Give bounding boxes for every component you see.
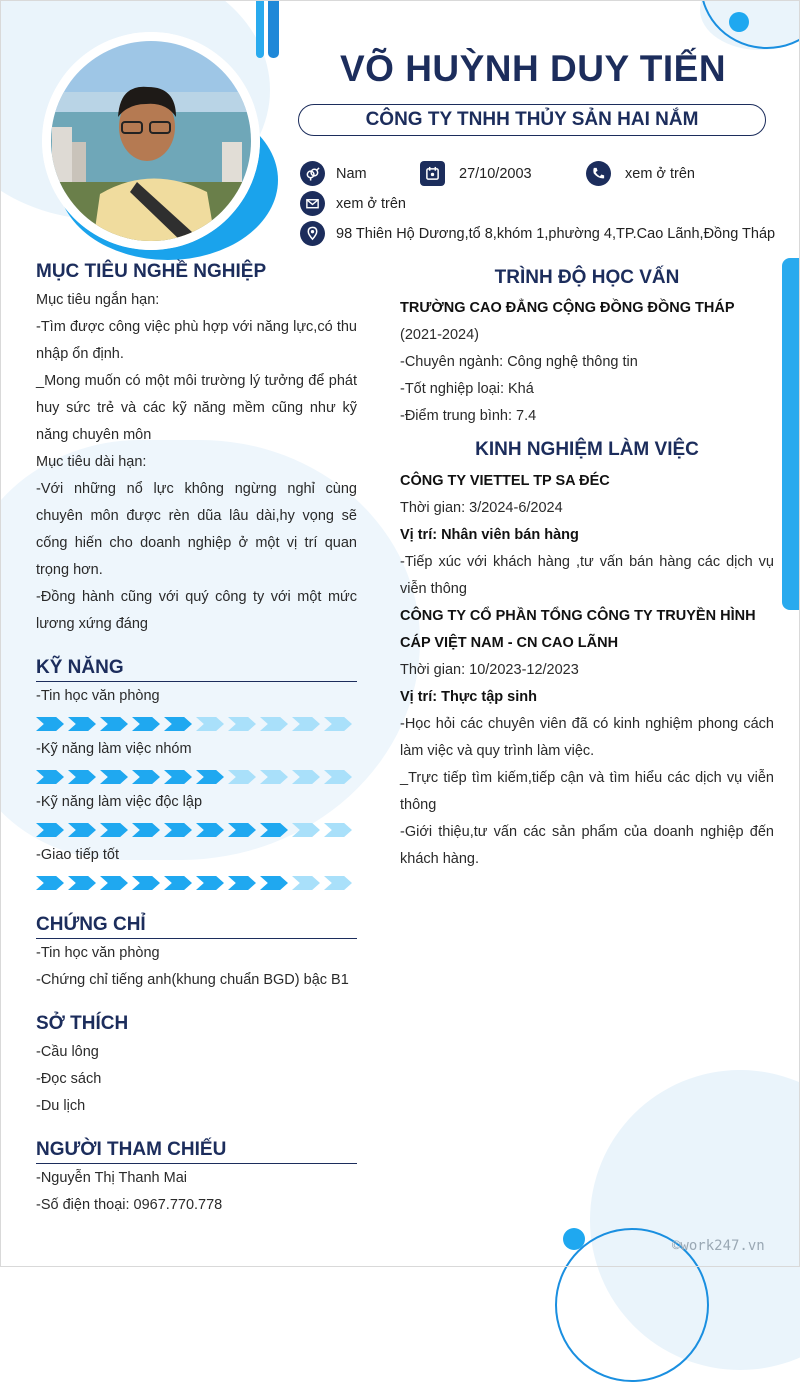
- skill-chevron-filled: [260, 823, 288, 837]
- objectives-title: MỤC TIÊU NGHỀ NGHIỆP: [36, 261, 267, 282]
- skill-chevron-filled: [260, 876, 288, 890]
- job-time: Thời gian: 3/2024-6/2024: [400, 500, 563, 516]
- reference-name: -Nguyễn Thị Thanh Mai: [36, 1170, 187, 1186]
- skill-chevron-filled: [68, 717, 96, 731]
- hobby-item: -Du lịch: [36, 1098, 86, 1114]
- address-value: 98 Thiên Hộ Dương,tổ 8,khóm 1,phường 4,TP.Cao Lãnh,Đồng Tháp: [336, 225, 776, 242]
- skill-label: -Giao tiếp tốt: [36, 847, 120, 863]
- long-term-goal: -Đồng hành cũng với quý công ty với một mức lương xứng đáng: [36, 589, 357, 632]
- location-pin-icon: [300, 221, 325, 246]
- decor-dot: [563, 1228, 585, 1250]
- job-position: Vị trí: Thực tập sinh: [400, 689, 537, 705]
- decor-dot: [729, 12, 749, 32]
- job-description: -Giới thiệu,tư vấn các sản phẩm của doanh nghiệp đến khách hàng.: [400, 824, 774, 867]
- reference-phone: -Số điện thoại: 0967.770.778: [36, 1197, 223, 1213]
- skill-chevron-filled: [100, 876, 128, 890]
- decor-side-bar: [782, 258, 800, 610]
- skill-chevron-filled: [100, 823, 128, 837]
- decor-ring: [700, 0, 800, 49]
- job-description: -Tiếp xúc với khách hàng ,tư vấn bán hàng các dịch vụ viễn thông: [400, 554, 774, 597]
- skill-chevron-empty: [324, 770, 352, 784]
- skill-chevron-filled: [100, 717, 128, 731]
- candidate-name: VÕ HUỲNH DUY TIẾN: [339, 48, 727, 89]
- job-description: _Trực tiếp tìm kiếm,tiếp cận và tìm hiểu các dịch vụ viễn thông: [400, 770, 774, 813]
- birthday-value: 27/10/2003: [459, 165, 532, 182]
- skill-chevron-empty: [292, 770, 320, 784]
- hobbies-list: [36, 1039, 101, 1120]
- hobby-item: -Đọc sách: [36, 1071, 102, 1087]
- job-time: Thời gian: 10/2023-12/2023: [400, 662, 579, 678]
- skill-rating: [36, 770, 352, 784]
- contact-gender: [300, 161, 367, 186]
- skill-chevron-filled: [228, 876, 256, 890]
- phone-icon: [586, 161, 611, 186]
- school-name: TRƯỜNG CAO ĐẲNG CỘNG ĐỒNG ĐỒNG THÁP: [400, 300, 735, 316]
- certificate-item: -Tin học văn phòng: [36, 945, 160, 961]
- skill-chevron-filled: [132, 823, 160, 837]
- education-years: (2021-2024): [400, 327, 479, 343]
- contact-birthday: [420, 161, 532, 186]
- contact-phone: [586, 161, 695, 186]
- watermark: ©work247.vn: [672, 1238, 765, 1254]
- skill-chevron-filled: [132, 770, 160, 784]
- phone-value: xem ở trên: [625, 165, 695, 182]
- skill-chevron-filled: [164, 823, 192, 837]
- skill-chevron-empty: [260, 717, 288, 731]
- skill-chevron-filled: [68, 876, 96, 890]
- skill-chevron-filled: [228, 823, 256, 837]
- skill-rating: [36, 717, 352, 731]
- experience-title: KINH NGHIỆM LÀM VIỆC: [475, 439, 699, 460]
- skill-chevron-filled: [132, 876, 160, 890]
- skills-title: KỸ NĂNG: [36, 657, 357, 682]
- skill-chevron-empty: [228, 717, 256, 731]
- skill-chevron-filled: [36, 876, 64, 890]
- job-position: Vị trí: Nhân viên bán hàng: [400, 527, 579, 543]
- skill-chevron-filled: [100, 770, 128, 784]
- references-list: [36, 1165, 222, 1219]
- short-term-goal: -Tìm được công việc phù hợp với năng lực,có thu nhập ổn định.: [36, 319, 357, 362]
- education-body: [400, 295, 774, 430]
- skill-chevron-empty: [196, 717, 224, 731]
- decor-bar: [256, 0, 264, 58]
- job-company: CÔNG TY VIETTEL TP SA ĐÉC: [400, 473, 610, 489]
- skill-chevron-filled: [164, 717, 192, 731]
- long-term-goal: -Với những nổ lực không ngừng nghỉ cùng chuyên môn được rèn dũa lâu dài,hy vọng sẽ cống hiến cho doanh nghiệp ở một vị trí quan trọng hơn.: [36, 481, 357, 578]
- decor-bar: [268, 0, 279, 58]
- skill-rating: [36, 876, 352, 890]
- avatar: [42, 32, 260, 250]
- skill-label: -Kỹ năng làm việc nhóm: [36, 741, 192, 757]
- skill-chevron-empty: [292, 717, 320, 731]
- skill-chevron-empty: [324, 876, 352, 890]
- contact-address: [300, 221, 775, 246]
- skill-chevron-filled: [36, 717, 64, 731]
- skill-chevron-filled: [68, 770, 96, 784]
- skill-chevron-empty: [324, 823, 352, 837]
- skill-label: -Tin học văn phòng: [36, 688, 160, 704]
- skill-chevron-empty: [292, 823, 320, 837]
- email-icon: [300, 191, 325, 216]
- target-company: CÔNG TY TNHH THỦY SẢN HAI NẮM: [298, 104, 766, 136]
- skill-chevron-filled: [36, 770, 64, 784]
- skill-chevron-filled: [132, 717, 160, 731]
- education-gpa: -Điểm trung bình: 7.4: [400, 408, 537, 424]
- skill-chevron-empty: [260, 770, 288, 784]
- skill-chevron-empty: [292, 876, 320, 890]
- education-rank: -Tốt nghiệp loại: Khá: [400, 381, 534, 397]
- skill-chevron-filled: [196, 770, 224, 784]
- certificate-item: -Chứng chỉ tiếng anh(khung chuẩn BGD) bậc B1: [36, 972, 349, 988]
- email-value: xem ở trên: [336, 195, 406, 212]
- references-title: NGƯỜI THAM CHIẾU: [36, 1139, 357, 1164]
- skill-chevron-filled: [164, 876, 192, 890]
- skill-chevron-filled: [164, 770, 192, 784]
- experience-body: [400, 468, 774, 873]
- skill-chevron-filled: [196, 876, 224, 890]
- gender-icon: [300, 161, 325, 186]
- certificates-list: [36, 940, 366, 994]
- short-term-label: Mục tiêu ngắn hạn:: [36, 292, 160, 308]
- contact-email: [300, 191, 406, 216]
- short-term-goal: _Mong muốn có một môi trường lý tưởng để phát huy sức trẻ và các kỹ năng mềm cũng như kỹ năng chuyên môn: [36, 373, 357, 443]
- skill-rating: [36, 823, 352, 837]
- education-major: -Chuyên ngành: Công nghệ thông tin: [400, 354, 638, 370]
- job-description: -Học hỏi các chuyên viên đã có kinh nghiệm phong cách làm việc và quy trình làm việc.: [400, 716, 774, 759]
- job-company: CÔNG TY CỔ PHẦN TỔNG CÔNG TY TRUYỀN HÌNH CÁP VIỆT NAM - CN CAO LÃNH: [400, 608, 756, 651]
- skill-label: -Kỹ năng làm việc độc lập: [36, 794, 203, 810]
- gender-value: Nam: [336, 165, 367, 182]
- hobby-item: -Cầu lông: [36, 1044, 99, 1060]
- certificates-title: CHỨNG CHỈ: [36, 914, 357, 939]
- skill-chevron-empty: [324, 717, 352, 731]
- education-title: TRÌNH ĐỘ HỌC VẤN: [494, 267, 680, 288]
- long-term-label: Mục tiêu dài hạn:: [36, 454, 147, 470]
- skill-chevron-filled: [36, 823, 64, 837]
- skill-chevron-filled: [196, 823, 224, 837]
- calendar-icon: [420, 161, 445, 186]
- skill-chevron-filled: [68, 823, 96, 837]
- skill-chevron-empty: [228, 770, 256, 784]
- hobbies-title: SỞ THÍCH: [36, 1013, 129, 1034]
- objectives-body: [36, 287, 357, 638]
